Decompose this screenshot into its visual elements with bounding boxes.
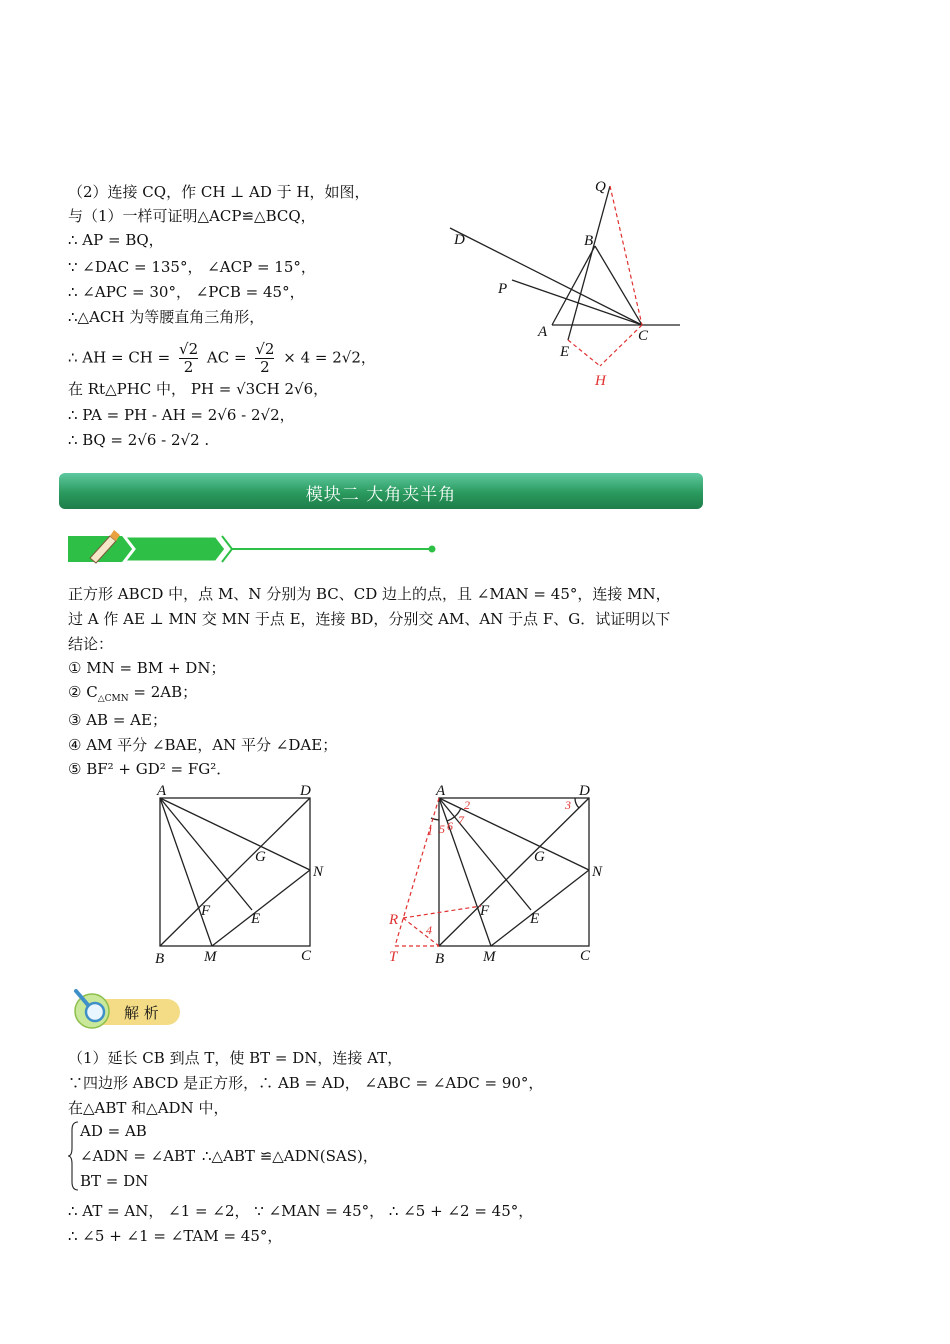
formula-line	[68, 341, 376, 376]
label-E: E	[530, 911, 540, 927]
fraction	[179, 341, 198, 376]
line-QC	[610, 186, 642, 325]
fraction-denominator: 2	[260, 358, 270, 376]
angle-label-5: 5	[439, 822, 445, 836]
label-T: T	[389, 949, 398, 965]
text-line: 与（1）一样可证明△ACP≌△BCQ，	[68, 207, 316, 225]
left-brace	[68, 1120, 80, 1192]
angle-label-4: 4	[426, 923, 432, 937]
label-F: F	[201, 903, 211, 919]
segment-MN	[212, 870, 310, 946]
congruence-result: ∴△ABT ≌△ADN(SAS)，	[202, 1147, 378, 1165]
problem-line: 结论：	[68, 635, 114, 653]
label-A: A	[436, 783, 446, 799]
text-line: ∵ ∠DAC = 135°， ∠ACP = 15°，	[68, 258, 316, 276]
label-P: P	[498, 281, 508, 297]
formula-text: ∴ AH = CH =	[68, 348, 171, 367]
label-B: B	[435, 951, 445, 967]
square-figure-1	[150, 778, 340, 970]
angle-label-6: 6	[447, 819, 453, 833]
label-C: C	[638, 328, 649, 344]
text-line: ∴ ∠APC = 30°， ∠PCB = 45°，	[68, 283, 305, 301]
text-line: ∴△ACH 为等腰直角三角形，	[68, 308, 265, 326]
text-line: ∴ BQ = 2√6 - 2√2 .	[68, 431, 210, 449]
conclusion-4: ④ AM 平分 ∠BAE，AN 平分 ∠DAE；	[68, 736, 338, 754]
conclusion-2	[68, 682, 197, 709]
solution-line: ∵四边形 ABCD 是正方形，∴ AB = AD， ∠ABC = ∠ADC = 90°，	[68, 1074, 544, 1092]
label-A: A	[157, 783, 167, 799]
conclusion-2-text: ② C	[68, 683, 98, 701]
conclusion-2-subscript: △CMN	[97, 694, 129, 704]
label-Q: Q	[595, 179, 606, 195]
label-F: F	[480, 903, 490, 919]
segment-AN	[160, 798, 310, 870]
brace-row-2: ∠ADN = ∠ABT	[80, 1147, 196, 1165]
header-dot	[429, 546, 436, 553]
example-header-decoration	[66, 528, 446, 570]
angle-label-2: 2	[464, 798, 470, 812]
solution-line: ∴ AT = AN， ∠1 = ∠2， ∵ ∠MAN = 45°， ∴ ∠5 + ∠2 = 45°，	[68, 1202, 534, 1220]
label-G: G	[534, 849, 545, 865]
label-C: C	[301, 948, 312, 964]
angle-label-7: 7	[458, 813, 464, 827]
label-M: M	[204, 949, 217, 965]
segment-AM	[160, 798, 212, 946]
label-B: B	[155, 951, 165, 967]
header-chevron	[124, 536, 226, 562]
angle-label-3: 3	[565, 798, 571, 812]
fraction-numerator: √2	[179, 340, 199, 358]
line-PC	[512, 280, 642, 325]
brace-row-1: AD = AB	[80, 1122, 147, 1140]
line-CH	[600, 325, 642, 366]
label-G: G	[255, 849, 266, 865]
label-D: D	[300, 783, 311, 799]
angle-arc-3	[575, 798, 579, 808]
segment-MN	[491, 870, 589, 946]
label-N: N	[592, 864, 603, 880]
conclusion-3: ③ AB = AE；	[68, 711, 167, 729]
module-banner	[59, 473, 703, 509]
solution-line: 在△ABT 和△ADN 中，	[68, 1099, 229, 1117]
analysis-label: 解 析	[124, 1004, 159, 1022]
segment-AT	[395, 798, 439, 946]
fraction	[255, 341, 274, 376]
segment-AE	[439, 798, 531, 910]
text-line: （2）连接 CQ，作 CH ⊥ AD 于 H，如图，	[68, 183, 370, 201]
fraction-numerator: √2	[255, 340, 275, 358]
label-A: A	[538, 324, 548, 340]
formula-text: AC =	[206, 348, 247, 367]
label-D: D	[454, 232, 465, 248]
label-C: C	[580, 948, 591, 964]
problem-line: 正方形 ABCD 中，点 M、N 分别为 BC、CD 边上的点，且 ∠MAN = 45°，连接 MN，	[68, 585, 671, 603]
label-B: B	[584, 233, 594, 249]
formula-text: × 4 = 2√2，	[283, 348, 376, 367]
solution-line: （1）延长 CB 到点 T，使 BT = DN，连接 AT，	[68, 1049, 403, 1067]
label-D: D	[579, 783, 590, 799]
label-E: E	[560, 344, 570, 360]
label-N: N	[313, 864, 324, 880]
diagonal-BD	[160, 798, 310, 946]
text-line: ∴ AP = BQ，	[68, 231, 164, 249]
module-title: 模块二 大角夹半角	[305, 485, 457, 505]
conclusion-2-text: = 2AB；	[128, 683, 198, 701]
segment-AE	[160, 798, 252, 910]
line-BA	[552, 246, 595, 325]
label-E: E	[251, 911, 261, 927]
conclusion-1: ① MN = BM + DN；	[68, 659, 226, 677]
text-line: ∴ PA = PH - AH = 2√6 - 2√2，	[68, 406, 295, 424]
brace-row-3: BT = DN	[80, 1172, 149, 1190]
line-EH	[568, 340, 600, 366]
segment-RB	[403, 918, 439, 946]
solution-line: ∴ ∠5 + ∠1 = ∠TAM = 45°，	[68, 1227, 283, 1245]
text-line: 在 Rt△PHC 中， PH = √3CH 2√6，	[68, 380, 329, 398]
label-H: H	[595, 373, 606, 389]
label-M: M	[483, 949, 496, 965]
fraction-denominator: 2	[183, 358, 194, 376]
magnifier-icon	[75, 991, 109, 1028]
label-R: R	[389, 912, 399, 928]
conclusion-5: ⑤ BF² + GD² = FG²．	[68, 760, 232, 778]
square-figure-2	[385, 778, 620, 970]
line-QE	[568, 186, 610, 340]
angle-label-1: 1	[427, 824, 433, 838]
problem-line: 过 A 作 AE ⊥ MN 交 MN 于点 E，连接 BD，分别交 AM、AN 于点 F、G．试证明以下	[68, 610, 671, 628]
geometry-figure-1	[440, 170, 690, 400]
